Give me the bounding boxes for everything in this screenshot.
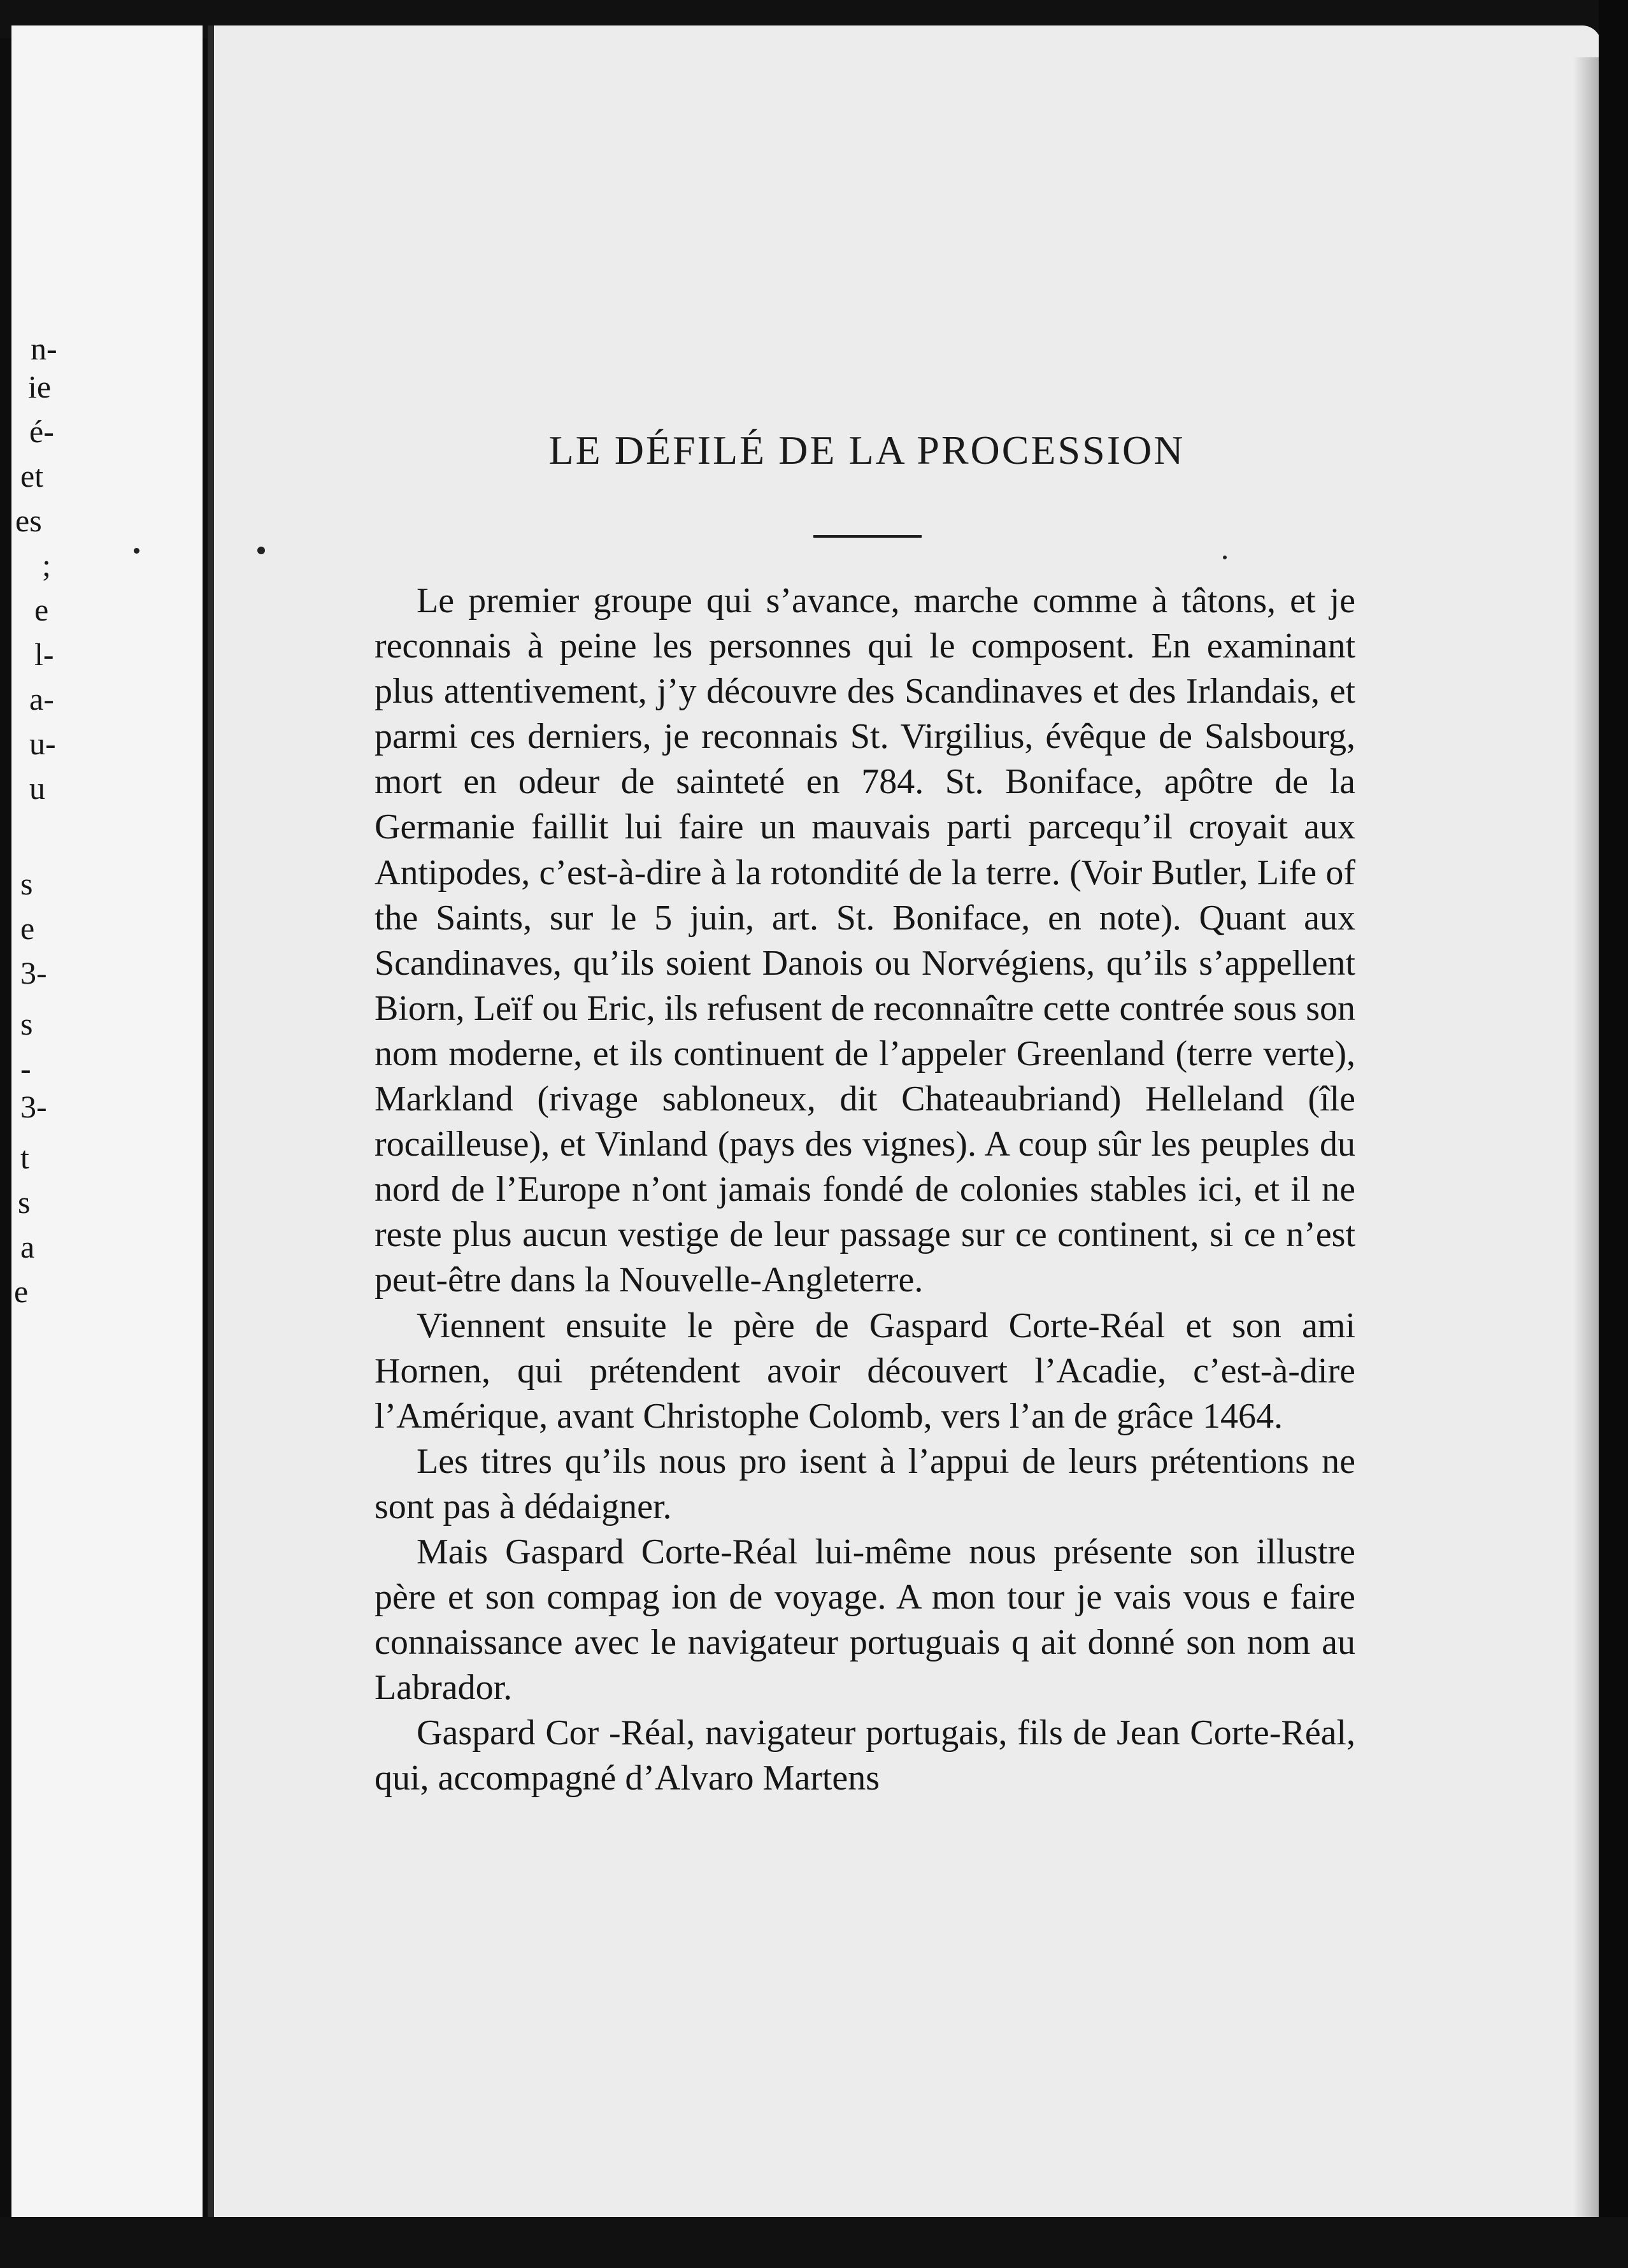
fragment: u- (29, 726, 56, 761)
facing-page-fragments (11, 25, 203, 2223)
paragraph: Le premier groupe qui s’avance, marche comme à tâtons, et je reconnais à peine les personnes qui le composent. En examinant plus attentivement, j’y découvre des Scandinaves et des Irlandais, et parmi ces derniers, je reconnais St. Virgilius, évêque de Salsbourg, mort en odeur de sainteté en 784. St. Boniface, apôtre de la Germanie faillit lui faire un mauvais parti parcequ’il croyait aux Antipodes, c’est-à-dire à la rotondité de la terre. (Voir Butler, Life of the Saints, sur le 5 juin, art. St. Boniface, en note). Quant aux Scandinaves, qu’ils soient Danois ou Norvégiens, qu’ils s’appellent Biorn, Leïf ou Eric, ils refusent de reconnaître cette contrée sous son nom moderne, et ils continuent de l’appeler Greenland (terre verte), Markland (rivage sabloneux, dit Chateaubriand) Helleland (île rocailleuse), et Vinland (pays des vignes). A coup sûr les peuples du nord de l’Europe n’ont jamais fondé de colonies stables ici, et il ne reste plus aucun vestige de leur passage sur ce continent, si ce n’est peut-être dans la Nouvelle-Angleterre. (375, 581, 1355, 1300)
fragment: 3- (20, 1089, 47, 1124)
fragment: e (20, 910, 35, 946)
fragment: s (20, 1006, 33, 1042)
fragment: es (15, 503, 42, 538)
ink-speck (134, 548, 139, 554)
chapter-title: LE DÉFILÉ DE LA PROCESSION (548, 427, 1185, 473)
fragment: ie (28, 369, 52, 405)
fragment: t (20, 1140, 29, 1175)
fragment: u (29, 770, 45, 806)
facing-page-strip (11, 25, 203, 2223)
fragment: et (20, 458, 44, 494)
fragment: s (20, 866, 33, 901)
fragment: e (14, 1274, 29, 1309)
ink-speck (1223, 556, 1227, 559)
fragment: a (20, 1229, 35, 1265)
body-text (375, 578, 1355, 1802)
fragment: 3- (20, 955, 47, 991)
fragment: é- (29, 413, 54, 449)
paragraph: Les titres qu’ils nous pro isent à l’appui de leurs prétentions ne sont pas à dédaigner. (375, 1441, 1355, 1526)
fragment: - (20, 1051, 31, 1086)
fragment: l- (34, 636, 54, 672)
ink-speck (257, 547, 265, 554)
scan-border-right (1599, 0, 1628, 2268)
fragment: s (18, 1184, 31, 1220)
paragraph: Gaspard Cor -Réal, navigateur portugais, fils de Jean Corte-Réal, qui, accompagné d’Alvaro Martens (375, 1713, 1355, 1798)
fragment: n- (31, 331, 57, 366)
scan-border-bottom (0, 2217, 1628, 2268)
fragment: ; (42, 547, 51, 583)
fragment: a- (29, 681, 54, 717)
title-rule (813, 535, 922, 538)
paragraph: Mais Gaspard Corte-Réal lui-même nous présente son illustre père et son compag ion de voyage. A mon tour je vais vous e faire connaissance avec le navigateur portuguais q ait donné son nom au Labrador. (375, 1532, 1355, 1708)
page-gutter (208, 25, 214, 2223)
fragment: e (34, 592, 49, 628)
paragraph: Viennent ensuite le père de Gaspard Corte-Réal et son ami Hornen, qui prétendent avoir découvert l’Acadie, c’est-à-dire l’Amérique, avant Christophe Colomb, vers l’an de grâce 1464. (375, 1305, 1355, 1436)
page-edge-shadow (1573, 57, 1599, 2217)
